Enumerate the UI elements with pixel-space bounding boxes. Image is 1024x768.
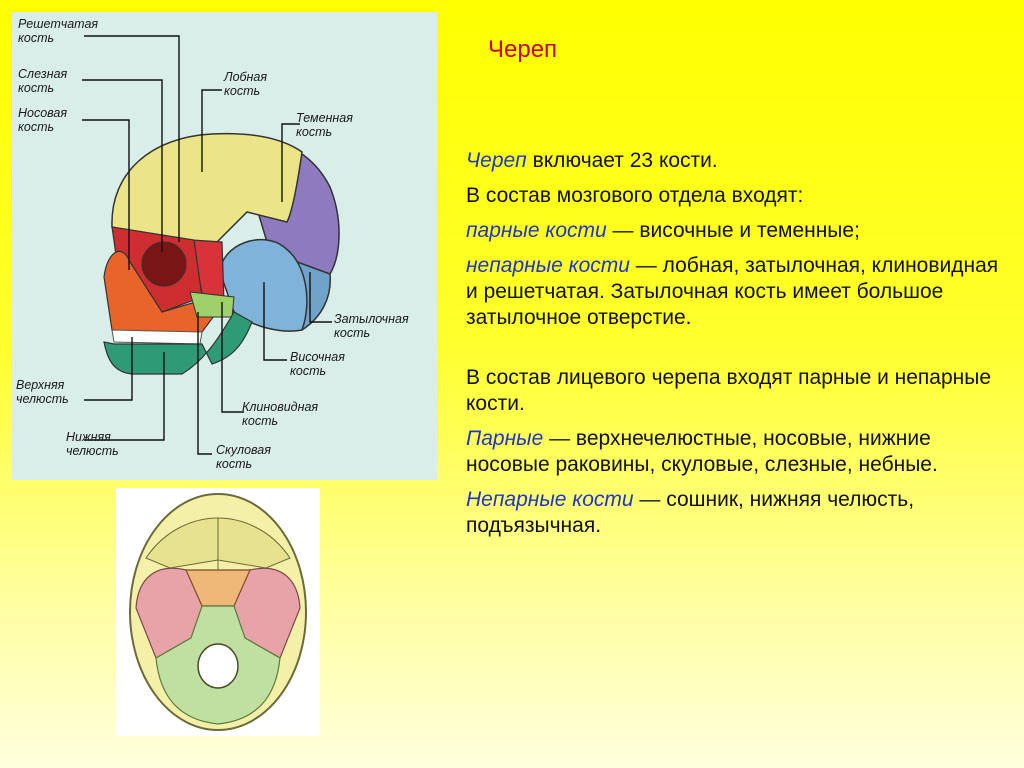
paragraph-intro [466, 148, 1006, 174]
label-nasal: Носовая кость [18, 106, 68, 134]
label-temporal: Височная кость [290, 350, 345, 378]
skull-base-illustration [116, 488, 320, 736]
paragraph-brain-section: В состав мозгового отдела входят: [466, 184, 804, 207]
term-paired-bones: парные кости [466, 219, 607, 242]
slide-title: Череп [488, 36, 558, 63]
paragraph-unpaired-facial [466, 487, 1006, 539]
term-unpaired-bones: непарные кости [466, 254, 630, 277]
label-frontal: Лобная кость [224, 70, 268, 98]
content-text [466, 148, 1006, 548]
label-mandible: Нижняя челюсть [66, 430, 119, 458]
text-unpaired-facial: — сошник, нижняя челюсть, подъязычная. [466, 488, 915, 537]
paragraph-paired-facial [466, 426, 1006, 478]
teeth [112, 330, 202, 344]
text-paired-facial: — верхнечелюстные, носовые, нижние носовые раковины, скуловые, слезные, небные. [466, 427, 938, 476]
text-paired-brain: — височные и теменные; [606, 219, 860, 242]
label-ethmoid: Решетчатая кость [18, 17, 99, 45]
label-sphenoid: Клиновидная кость [242, 400, 319, 428]
skull-base-diagram [116, 488, 320, 736]
paragraph-facial-section: В состав лицевого черепа входят парные и непарные кости. [466, 366, 992, 415]
label-maxilla: Верхняя челюсть [16, 378, 69, 406]
zygomatic-bone [190, 292, 234, 317]
paragraph-paired-brain [466, 218, 1006, 244]
term-paired: Парные [466, 427, 544, 450]
text-intro: включает 23 кости. [526, 149, 718, 172]
term-unpaired-facial: Непарные кости [466, 488, 634, 511]
skull-lateral-diagram [12, 12, 437, 480]
label-parietal: Теменная кость [296, 111, 353, 139]
label-lacrimal: Слезная кость [18, 67, 68, 95]
text-unpaired-brain: — лобная, затылочная, клиновидная и решетчатая. Затылочная кость имеет большое затылочное отверстие. [466, 254, 999, 329]
term-skull: Череп [466, 149, 527, 172]
paragraph-unpaired-brain [466, 253, 1006, 331]
label-occipital: Затылочная кость [334, 312, 409, 340]
label-zygomatic: Скуловая кость [216, 443, 271, 471]
